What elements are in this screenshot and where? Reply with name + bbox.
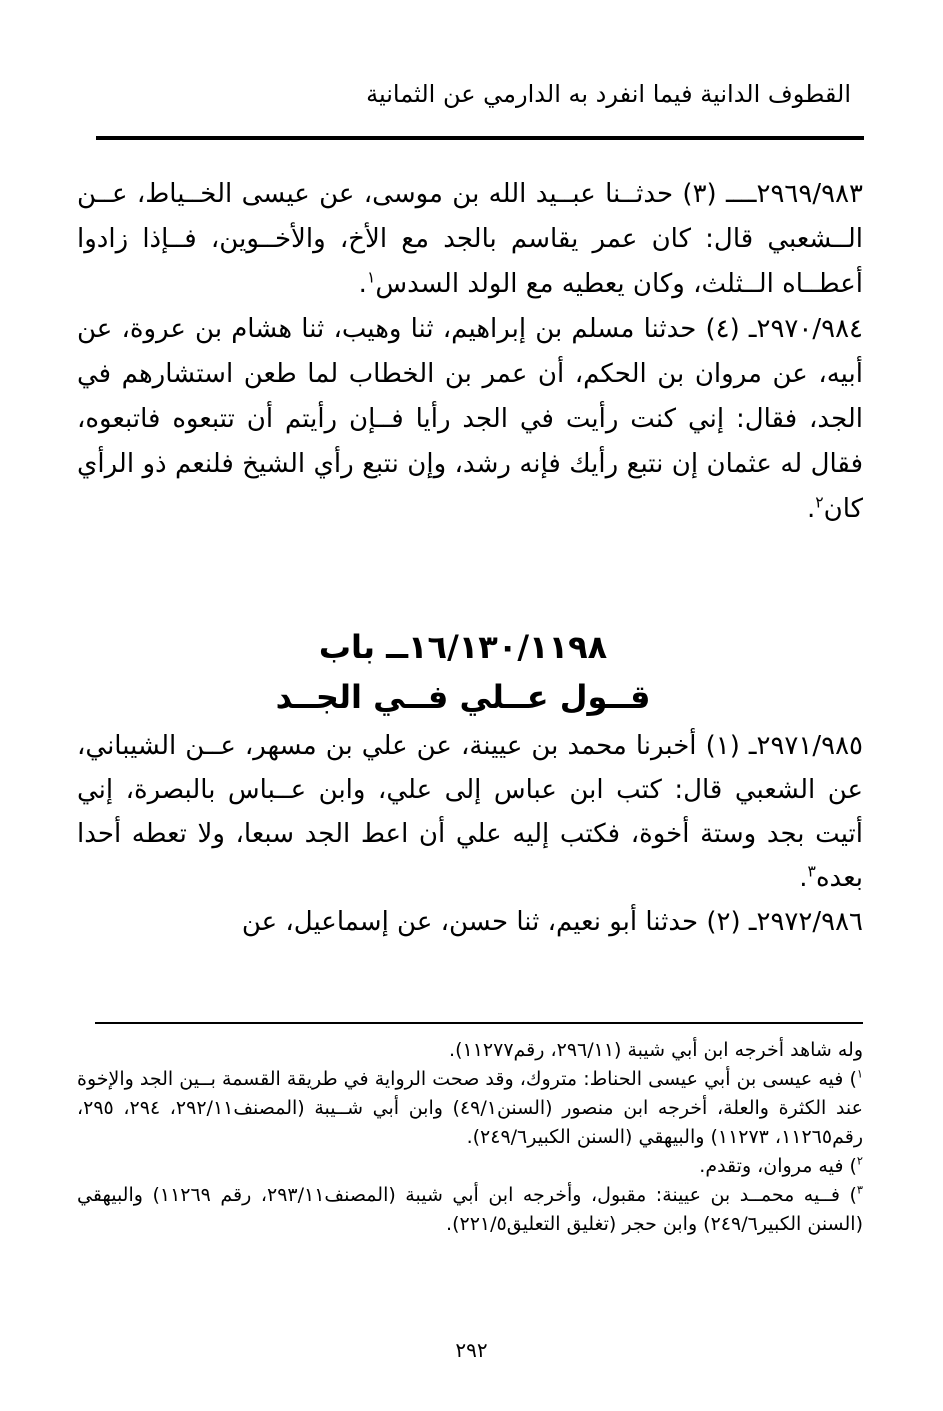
footnote-marker: ١: [856, 1066, 863, 1081]
punctuation: .: [358, 269, 367, 299]
footnote: [77, 1181, 863, 1239]
footnote-text: وله شاهد أخرجه ابن أبي شيبة (٢٩٦/١١، رقم١١٢٧٧).: [449, 1039, 863, 1061]
main-text-continued: [77, 724, 863, 944]
footnote: [77, 1152, 863, 1181]
hadith-paragraph: [77, 307, 863, 532]
footnote-marker: ٢: [856, 1153, 863, 1168]
hadith-text: ٢٩٦٩/٩٨٣ــــ (٣) حدثــنا عبــيد الله بن موسى، عن عيسى الخــياط، عــن الــشعبي قال: كان عمر يقاسم بالجد مع الأخ، والأخــوين، فــإذا زادوا أعطــاه الــثلث، وكان يعطيه مع الولد السدس: [77, 179, 863, 299]
footnote-text: ) فــيه محمــد بن عيينة: مقبول، وأخرجه ابن أبي شيبة (المصنف٢٩٣/١١، رقم ١١٢٦٩) والبيهقي (السنن الكبير٢٤٩/٦) وابن حجر (تغليق التعليق٢٢١/٥).: [77, 1184, 863, 1235]
chapter-heading: [79, 622, 847, 722]
hadith-text: ٢٩٧١/٩٨٥ـ (١) أخبرنا محمد بن عيينة، عن علي بن مسهر، عــن الشيباني، عن الشعبي قال: كتب ابن عباس إلى علي، وابن عــباس بالبصرة، إني أتيت بجد وستة أخوة، فكتب إليه علي أن اعط الجد سبعا، ولا تعطه أحدا بعده: [77, 731, 863, 893]
chapter-title: قــول عــلي فــي الجــد: [275, 678, 651, 716]
footnotes: [77, 1036, 863, 1239]
footnote-rule: [95, 1022, 863, 1024]
footnote-ref: ١: [366, 268, 376, 287]
hadith-text: ٢٩٧٢/٩٨٦ـ (٢) حدثنا أبو نعيم، ثنا حسن، عن إسماعيل، عن: [241, 907, 863, 937]
hadith-text: ٢٩٧٠/٩٨٤ـ (٤) حدثنا مسلم بن إبراهيم، ثنا وهيب، ثنا هشام بن عروة، عن أبيه، عن مروان بن الحكم، أن عمر بن الخطاب لما طعن استشارهم في الجد، فقال: إني كنت رأيت في الجد رأيا فــإن رأيتم أن تتبعوه فاتبعوه، فقال له عثمان إن نتبع رأيك فإنه رشد، وإن نتبع رأي الشيخ فلنعم ذو الرأي كان: [77, 314, 863, 524]
footnote-ref: ٢: [815, 493, 824, 512]
hadith-paragraph: [77, 900, 863, 944]
punctuation: .: [799, 863, 808, 893]
footnote-text: ) فيه مروان، وتقدم.: [699, 1155, 857, 1177]
main-text: [77, 172, 863, 532]
footnote: [77, 1065, 863, 1152]
hadith-paragraph: [77, 172, 863, 307]
page-number: ٢٩٢: [455, 1338, 488, 1362]
hadith-paragraph: [77, 724, 863, 900]
footnote-ref: ٣: [807, 862, 816, 881]
header-rule: [96, 136, 864, 140]
running-header: القطوف الدانية فيما انفرد به الدارمي عن الثمانية: [366, 80, 851, 108]
punctuation: .: [806, 494, 816, 524]
footnote: [77, 1036, 863, 1065]
footnote-marker: ٣: [856, 1182, 863, 1197]
chapter-number: ١٦/١٣٠/١١٩٨ــ باب: [318, 628, 608, 666]
footnote-text: ) فيه عيسى بن أبي عيسى الحناط: متروك، وقد صحت الرواية في طريقة القسمة بــين الجد والإخوة عند الكثرة والعلة، أخرجه ابن منصور (السنن٤٩/١) وابن أبي شــيبة (المصنف٢٩٢/١١، ٢٩٤، ٢٩٥، رقم١١٢٦٥، ١١٢٧٣) والبيهقي (السنن الكبير٢٤٩/٦).: [77, 1068, 863, 1148]
